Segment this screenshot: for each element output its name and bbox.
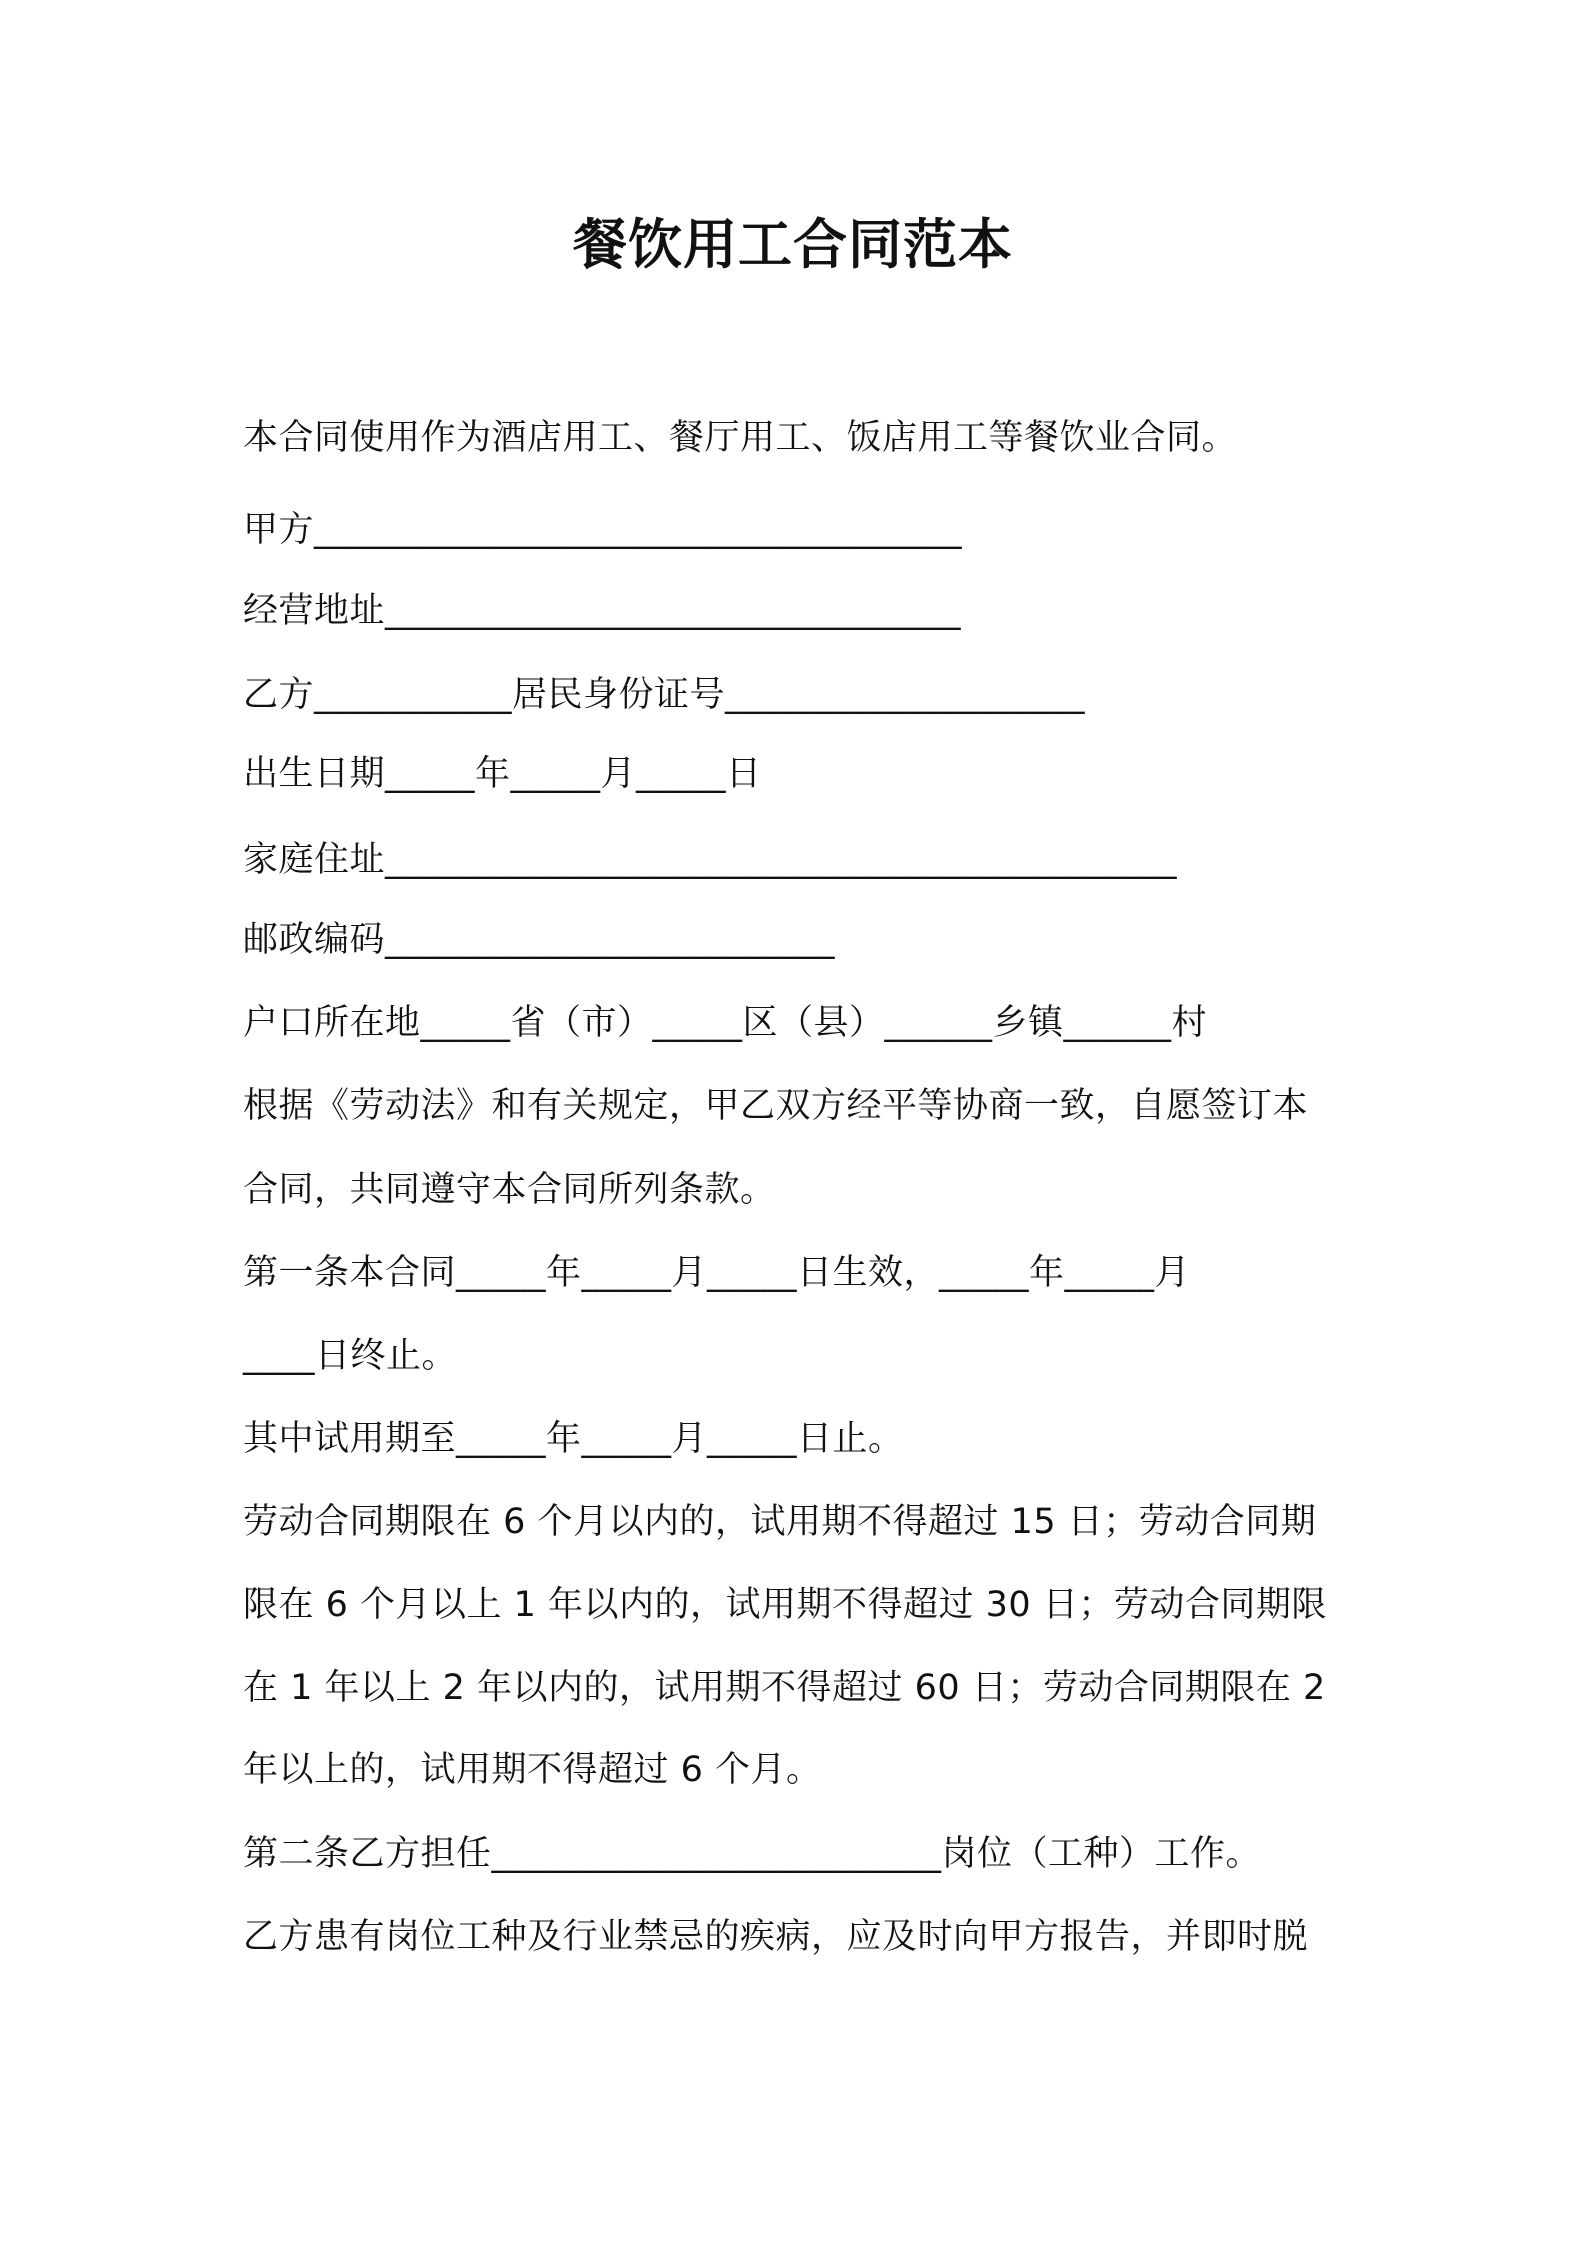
probation-rule-line-1: 劳动合同期限在 6 个月以内的，试用期不得超过 15 日；劳动合同期 [243, 1502, 1317, 1542]
business-address-line: 经营地址________________________________ [243, 591, 962, 631]
probation-rule-line-3: 在 1 年以上 2 年以内的，试用期不得超过 60 日；劳动合同期限在 2 [243, 1668, 1326, 1708]
article-two-line: 第二条乙方担任_________________________岗位（工种）工作。 [243, 1834, 1262, 1874]
article-one-line-2: ____日终止。 [243, 1336, 458, 1376]
agreement-paragraph-line-2: 合同，共同遵守本合同所列条款。 [243, 1170, 776, 1210]
probation-rule-line-2: 限在 6 个月以上 1 年以内的，试用期不得超过 30 日；劳动合同期限 [243, 1585, 1327, 1625]
home-address-line: 家庭住址____________________________________________ [243, 840, 1178, 880]
article-two-detail-line: 乙方患有岗位工种及行业禁忌的疾病，应及时向甲方报告，并即时脱 [243, 1917, 1309, 1957]
probation-rule-line-4: 年以上的，试用期不得超过 6 个月。 [243, 1750, 822, 1790]
postal-code-line: 邮政编码_________________________ [243, 920, 836, 960]
birth-date-line: 出生日期_____年_____月_____日 [243, 754, 762, 794]
household-registration-line: 户口所在地_____省（市）_____区（县）______乡镇______村 [243, 1003, 1208, 1043]
agreement-paragraph-line-1: 根据《劳动法》和有关规定，甲乙双方经平等协商一致，自愿签订本 [243, 1086, 1309, 1126]
probation-line: 其中试用期至_____年_____月_____日止。 [243, 1419, 904, 1459]
party-b-id-line: 乙方___________居民身份证号____________________ [243, 675, 1086, 715]
article-one-line-1: 第一条本合同_____年_____月_____日生效，_____年_____月 [243, 1253, 1191, 1293]
intro-line: 本合同使用作为酒店用工、餐厅用工、饭店用工等餐饮业合同。 [243, 418, 1238, 458]
document-title: 餐饮用工合同范本 [573, 213, 1013, 276]
party-a-line: 甲方____________________________________ [243, 510, 963, 550]
